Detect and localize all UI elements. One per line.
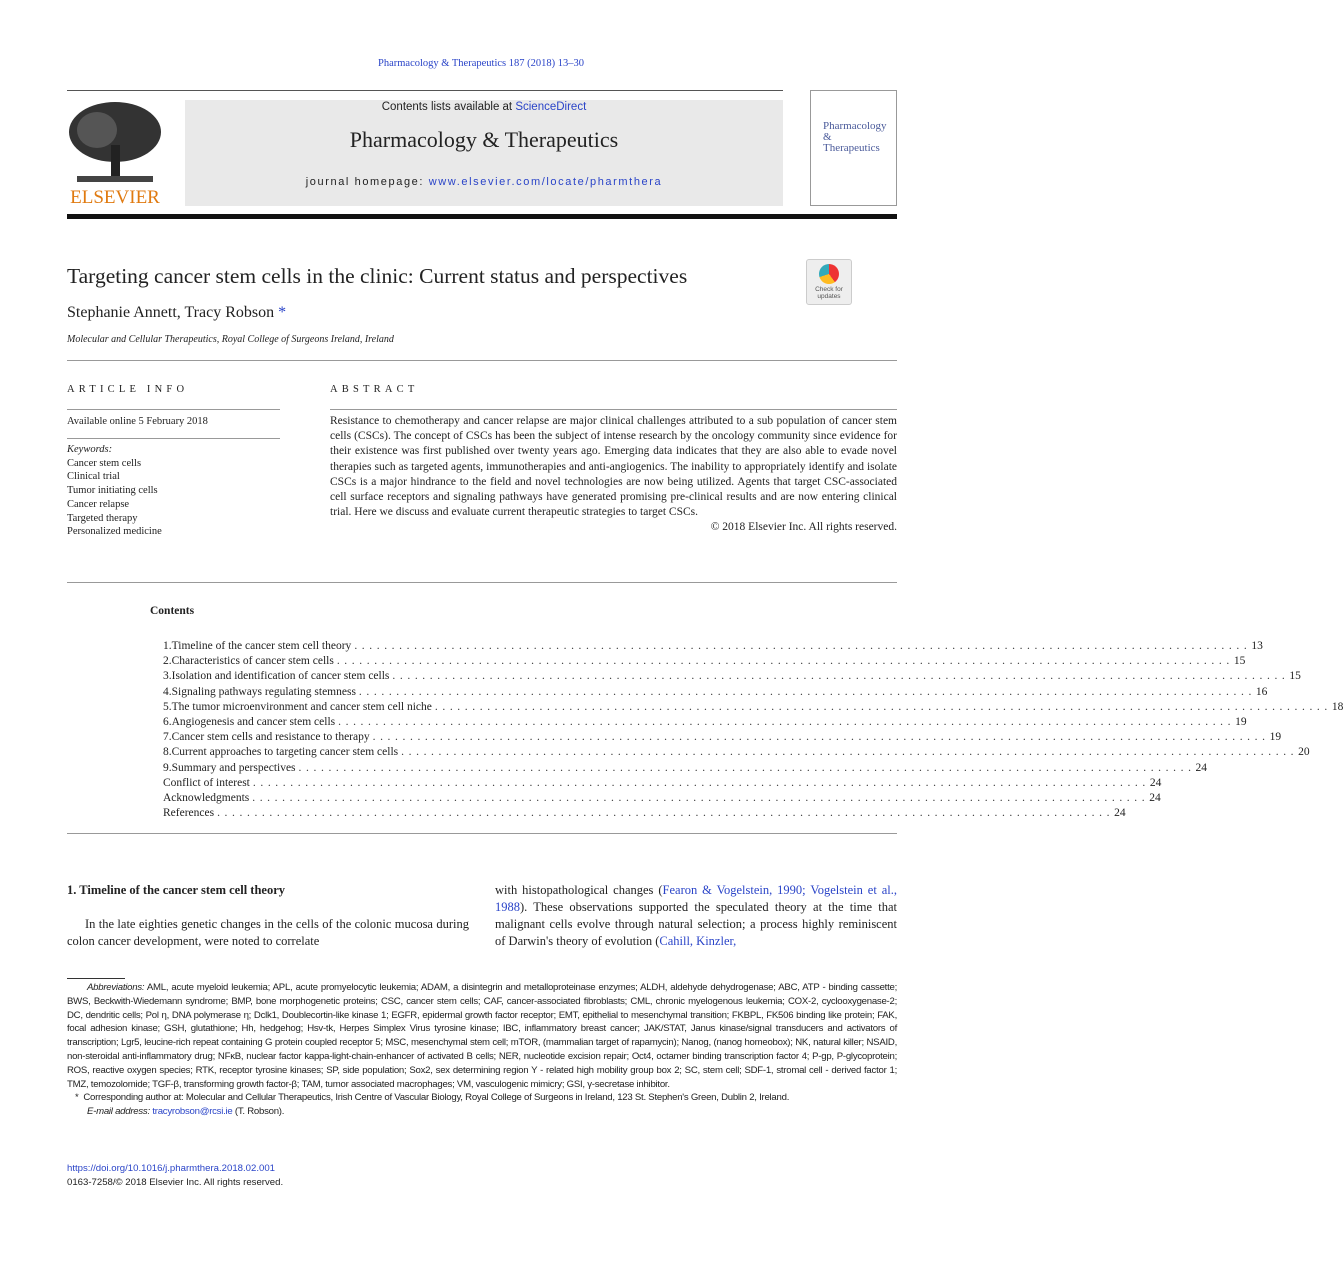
issn-copyright: 0163-7258/© 2018 Elsevier Inc. All rights reserved.	[67, 1177, 284, 1188]
toc-item[interactable]	[163, 685, 1268, 700]
toc-label[interactable]: Signaling pathways regulating stemness	[171, 685, 356, 698]
keyword: Targeted therapy	[67, 512, 138, 524]
toc-page: 24	[1195, 761, 1208, 774]
toc-item[interactable]	[163, 669, 1301, 684]
toc-label[interactable]: Current approaches to targeting cancer stem cells	[171, 746, 399, 759]
toc-item[interactable]	[163, 761, 1208, 776]
table-of-contents	[163, 639, 1343, 821]
toc-number: 8.	[163, 746, 172, 759]
sciencedirect-link[interactable]: ScienceDirect	[515, 101, 587, 113]
footnotes	[67, 981, 897, 1119]
toc-number: 7.	[163, 731, 172, 744]
body-paragraph: In the late eighties genetic changes in the cells of the colonic mucosa during colon cancer development, were noted to correlate	[67, 917, 469, 948]
toc-item[interactable]	[163, 776, 1162, 791]
abstract: Resistance to chemotherapy and cancer relapse are major clinical challenges attributed to a sub population of cancer stem cells (CSCs). The concept of CSCs has been the subject of intense research by the oncology community since evidence for their existence was first published over twenty years ago. Emerging data indicates that they are also able to evade novel therapies such as targeted agents, immunotherapies and anti-angiogenics. The inability to appropriately identify and isolate CSCs is a major hindrance to the field and novel technologies are now being utilized. Agents that target CSC-associated cell surface receptors and signaling pathways have generated promising pre-clinical results and are now entering clinical trial. Here we discuss and evaluate current therapeutic strategies to target CSCs. © 2018 Elsevier Inc. All rights reserved.	[330, 414, 897, 536]
toc-item[interactable]	[163, 715, 1247, 730]
toc-number: 9.	[163, 761, 172, 774]
keyword: Personalized medicine	[67, 526, 162, 538]
keywords: Keywords: Cancer stem cells Clinical trial Tumor initiating cells Cancer relapse Targeted therapy Personalized medicine	[67, 444, 162, 538]
toc-label[interactable]: Isolation and identification of cancer stem cells	[171, 670, 390, 683]
copyright: © 2018 Elsevier Inc. All rights reserved.	[710, 521, 897, 534]
toc-item[interactable]	[163, 730, 1282, 745]
toc-page: 13	[1251, 640, 1263, 652]
contents-heading: Contents	[150, 605, 195, 617]
journal-cover	[810, 90, 897, 206]
toc-leader: ........................................................................................................................	[298, 761, 1196, 774]
body-paragraph: with histopathological changes (Fearon & Vogelstein, 1990; Vogelstein et al., 1988). These observations supported the speculated theory at the time that malignant cells evolve through natural selection; a process highly reminiscent of Darwin's theory of evolution (Cahill, Kinzler,	[495, 883, 897, 948]
toc-leader: ........................................................................................................................	[252, 776, 1150, 789]
divider	[67, 90, 783, 91]
email-link[interactable]: tracyrobson@rcsi.ie	[152, 1106, 233, 1118]
toc-leader: ........................................................................................................................	[252, 791, 1150, 804]
toc-page: 15	[1289, 670, 1301, 683]
cover-title: Pharmacology & Therapeutics	[823, 120, 887, 154]
article-info-heading: ARTICLE INFO	[67, 384, 189, 395]
divider	[67, 582, 897, 583]
elsevier-logo	[67, 100, 163, 206]
toc-page: 19	[1235, 715, 1247, 728]
toc-label[interactable]: Angiogenesis and cancer stem cells	[171, 715, 336, 728]
abstract-heading: ABSTRACT	[330, 384, 419, 395]
doi-link[interactable]: https://doi.org/10.1016/j.pharmthera.2018.02.001	[67, 1163, 276, 1174]
toc-number: 5.	[163, 700, 172, 713]
check-updates-button[interactable]: Check for updates	[806, 259, 852, 305]
corresponding-author-link[interactable]: *	[278, 304, 287, 321]
toc-leader: ........................................................................................................................	[372, 731, 1270, 744]
publisher-name: ELSEVIER	[70, 187, 160, 208]
divider	[67, 360, 897, 361]
toc-item[interactable]	[163, 791, 1161, 806]
journal-title: Pharmacology & Therapeutics	[349, 127, 619, 152]
journal-banner: Contents lists available at ScienceDirect Pharmacology & Therapeutics journal homepage: www.elsevier.com/locate/pharmthera	[185, 100, 783, 206]
abbreviations: Abbreviations: AML, acute myeloid leukemia; APL, acute promyelocytic leukemia; ADAM, a disintegrin and metalloproteinase enzymes; ALDH, aldehyde dehydrogenase; ABC, ATP - binding cassette; BWS, Beckwith-Wiedemann syndrome; BMP, bone morphogenetic proteins; CSC, cancer stem cells; CAF, cancer-associated fibroblasts; CML, chronic myelogenous leukemia; COX-2, cyclooxygenase-2; DC, dendritic cells; Pol η, DNA polymerase η; Dclk1, Doublecortin-like kinase 1; EGFR, epidermal growth factor receptor; EMT, epithelial to mesenchymal transition; FKBPL, FK506 binding like protein; FAK, focal adhesion kinase; GSH, glutathione; Hh, hedgehog; Hsv-tk, Herpes Simplex Virus tyrosine kinase; IBC, inflammatory breast cancer; JAK/STAT, Janus kinase/signal transducers and activators of transcription; Lgr5, leucine-rich repeat containing G protein coupled receptor 5; MSC, mesenchymal stem cell; mTOR, (mammalian target of rapamycin); Nanog, (nanog homeobox); NK, natural killer; NSAID, non-steroidal anti-inflammatory drug; NFκB, nuclear factor kappa-light-chain-enhancer of activated B cells; NER, nucleotide excision repair; Oct4, octamer binding transcription factor 4; P-gp, P-glycoprotein; ROS, reactive oxygen species; RTK, receptor tyrosine kinases; SP, side population; Sox2, sex determining region Y - related high mobility group box 2; SC, stem cell; SDF-1, stromal cell - derived factor 1; TMZ, temozolomide; TGF-β, transforming growth factor-β; TAM, tumor associated macrophages; VM, vasculogenic mimicry; GSI, γ-secretase inhibitor.	[67, 982, 897, 1090]
toc-number: 3.	[163, 670, 172, 683]
toc-item[interactable]	[163, 639, 1263, 654]
toc-item[interactable]	[163, 806, 1126, 821]
toc-item[interactable]	[163, 700, 1343, 715]
crossmark-icon	[819, 264, 839, 284]
footnote-divider	[67, 978, 125, 979]
toc-label[interactable]: The tumor microenvironment and cancer stem cell niche	[171, 700, 432, 713]
toc-page: 19	[1269, 731, 1282, 744]
divider	[330, 409, 897, 410]
affiliation: Molecular and Cellular Therapeutics, Royal College of Surgeons Ireland, Ireland	[67, 334, 394, 345]
homepage-link[interactable]: www.elsevier.com/locate/pharmthera	[428, 176, 663, 188]
toc-number: 6.	[163, 715, 172, 728]
toc-label[interactable]: Conflict of interest	[163, 776, 250, 789]
toc-leader: ........................................................................................................................	[392, 670, 1290, 683]
toc-label[interactable]: Acknowledgments	[163, 791, 250, 804]
divider	[67, 833, 897, 834]
reference-link[interactable]: Fearon & Vogelstein, 1990; Vogelstein et al., 1988	[495, 883, 897, 914]
toc-label[interactable]: References	[163, 807, 215, 820]
toc-leader: ........................................................................................................................	[336, 655, 1234, 668]
toc-page: 16	[1255, 685, 1268, 698]
toc-leader: ........................................................................................................................	[358, 685, 1256, 698]
toc-page: 18	[1331, 700, 1343, 713]
toc-label[interactable]: Characteristics of cancer stem cells	[171, 655, 334, 668]
toc-page: 24	[1149, 791, 1161, 804]
tree-icon	[67, 100, 163, 206]
keyword: Cancer relapse	[67, 498, 130, 510]
header-bar	[67, 214, 897, 219]
toc-number: 1.	[163, 640, 172, 652]
toc-leader: ........................................................................................................................	[354, 640, 1252, 652]
toc-page: 20	[1298, 746, 1310, 759]
toc-leader: ........................................................................................................................	[338, 715, 1236, 728]
toc-item[interactable]	[163, 654, 1246, 669]
email-note: E-mail address: tracyrobson@rcsi.ie (T. Robson).	[87, 1106, 285, 1118]
toc-label[interactable]: Cancer stem cells and resistance to therapy	[171, 731, 370, 744]
toc-label[interactable]: Timeline of the cancer stem cell theory	[171, 640, 352, 652]
corresponding-author-note: * Corresponding author at: Molecular and Cellular Therapeutics, Irish Centre of Vascular Biology, Royal College of Surgeons in Ireland, 123 St. Stephen's Green, Dublin 2, Ireland.	[75, 1092, 790, 1104]
divider	[67, 409, 280, 410]
divider	[67, 438, 280, 439]
reference-link[interactable]: Cahill, Kinzler,	[659, 934, 737, 948]
toc-page: 24	[1114, 807, 1126, 820]
toc-leader: ........................................................................................................................	[217, 807, 1115, 820]
toc-leader: ........................................................................................................................	[401, 746, 1299, 759]
section-heading: 1. Timeline of the cancer stem cell theory	[67, 883, 285, 897]
toc-page: 15	[1233, 655, 1246, 668]
article-title: Targeting cancer stem cells in the clinic: Current status and perspectives	[67, 264, 688, 288]
journal-citation[interactable]: Pharmacology & Therapeutics 187 (2018) 13–30	[378, 58, 584, 69]
authors: Stephanie Annett, Tracy Robson *	[67, 304, 287, 321]
available-online: Available online 5 February 2018	[67, 416, 208, 427]
toc-label[interactable]: Summary and perspectives	[171, 761, 296, 774]
keyword: Cancer stem cells	[67, 457, 142, 469]
toc-leader: ........................................................................................................................	[434, 700, 1332, 713]
toc-item[interactable]	[163, 745, 1310, 760]
keyword: Clinical trial	[67, 471, 120, 483]
keyword: Tumor initiating cells	[67, 485, 158, 497]
toc-number: 2.	[163, 655, 172, 668]
toc-page: 24	[1149, 776, 1162, 789]
toc-number: 4.	[163, 685, 172, 698]
